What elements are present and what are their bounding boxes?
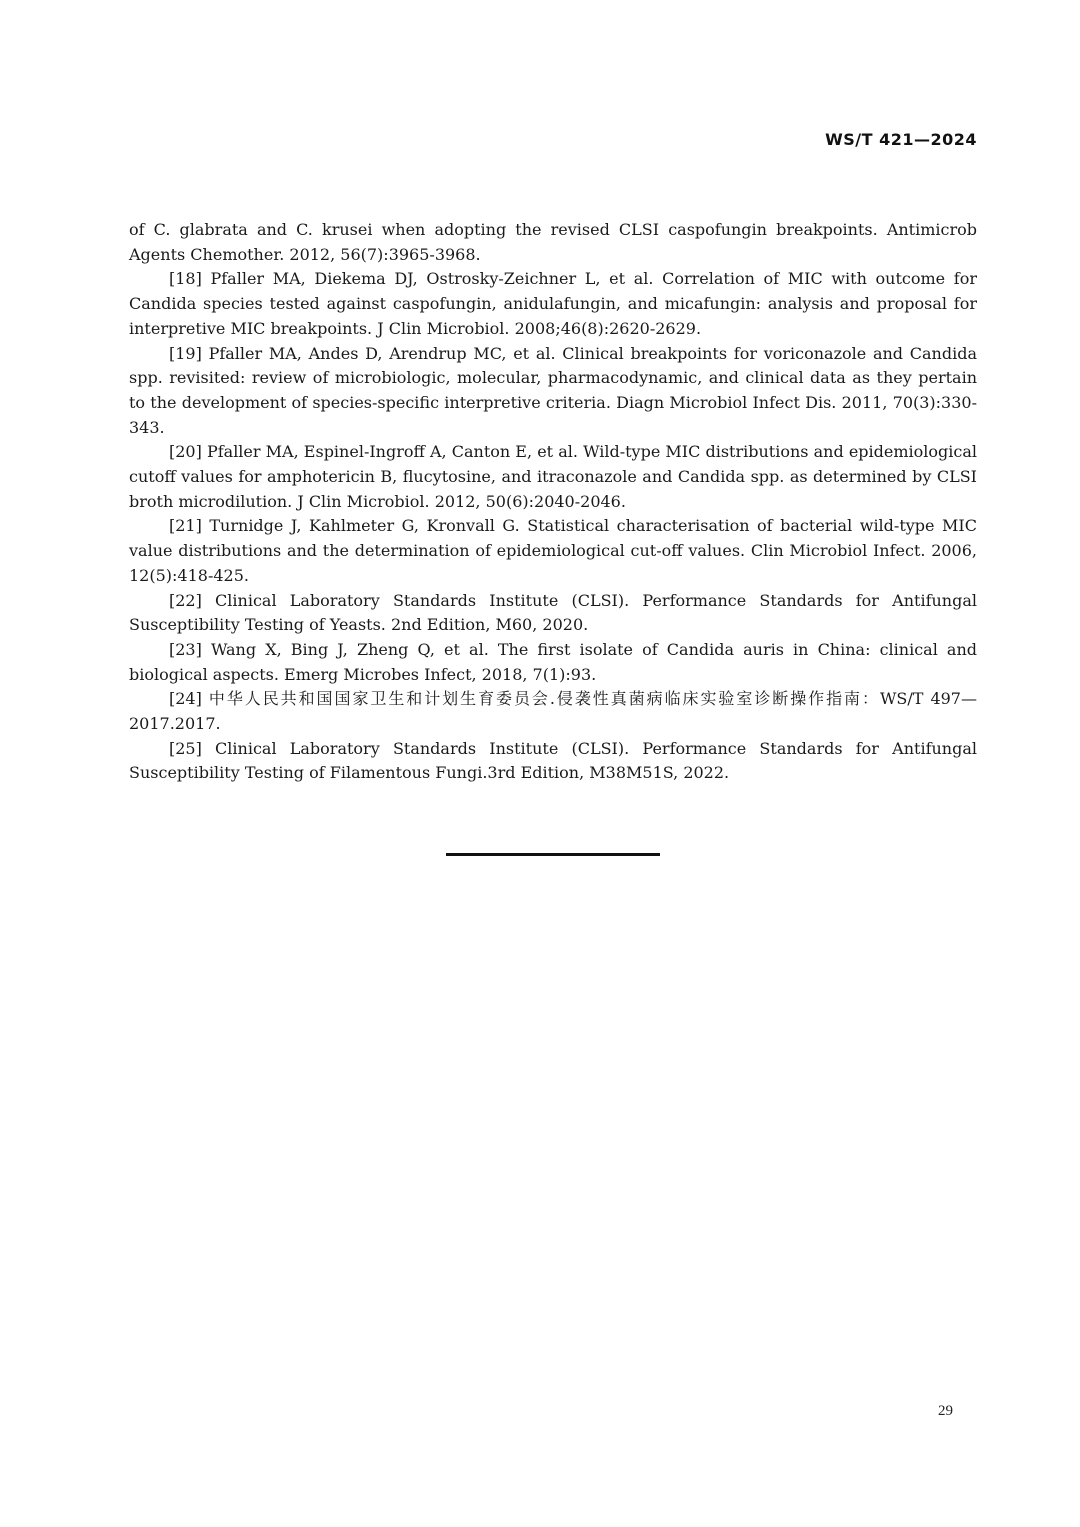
reference-item: [18] Pfaller MA, Diekema DJ, Ostrosky-Zeichner L, et al. Correlation of MIC with outcome for Candida species tested against caspofungin, anidulafungin, and micafungin: analysis and proposal for interpretive MIC breakpoints. J Clin Microbiol. 2008;46(8):2620-2629. [129,269,977,338]
page-number: 29 [938,1403,953,1419]
reference-item: [21] Turnidge J, Kahlmeter G, Kronvall G. Statistical characterisation of bacterial wild-type MIC value distributions and the determination of epidemiological cut-off values. Clin Microbiol Infect. 2006, 12(5):418-425. [129,516,977,585]
reference-item: of C. glabrata and C. krusei when adopting the revised CLSI caspofungin breakpoints. Antimicrob Agents Chemother. 2012, 56(7):3965-3968. [129,220,977,264]
reference-list [129,218,977,786]
end-of-document-rule [446,853,660,856]
reference-item: [24] 中华人民共和国国家卫生和计划生育委员会.侵袭性真菌病临床实验室诊断操作指南：WS/T 497—2017.2017. [129,689,977,734]
reference-item: [22] Clinical Laboratory Standards Institute (CLSI). Performance Standards for Antifungal Susceptibility Testing of Yeasts. 2nd Edition, M60, 2020. [129,590,977,635]
reference-item: [19] Pfaller MA, Andes D, Arendrup MC, et al. Clinical breakpoints for voriconazole and Candida spp. revisited: review of microbiologic, molecular, pharmacodynamic, and clinical data as they pertain to the development of species-specific interpretive criteria. Diagn Microbiol Infect Dis. 2011, 70(3):330-343. [129,343,977,437]
reference-item: [20] Pfaller MA, Espinel-Ingroff A, Canton E, et al. Wild-type MIC distributions and epidemiological cutoff values for amphotericin B, flucytosine, and itraconazole and Candida spp. as determined by CLSI broth microdilution. J Clin Microbiol. 2012, 50(6):2040-2046. [129,442,977,511]
reference-item: [23] Wang X, Bing J, Zheng Q, et al. The first isolate of Candida auris in China: clinical and biological aspects. Emerg Microbes Infect, 2018, 7(1):93. [129,639,977,684]
document-code: WS/T 421—2024 [825,130,977,149]
reference-item: [25] Clinical Laboratory Standards Institute (CLSI). Performance Standards for Antifungal Susceptibility Testing of Filamentous Fungi.3rd Edition, M38M51S, 2022. [129,738,977,783]
